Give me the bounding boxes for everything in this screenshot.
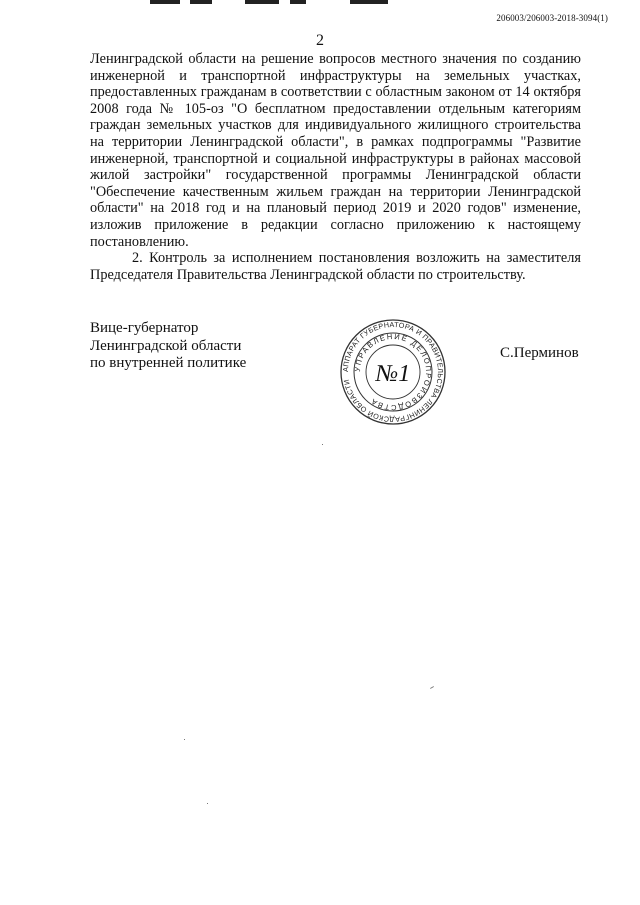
- signer-title-line: Ленинградской области: [90, 337, 242, 354]
- signer-name: С.Перминов: [500, 345, 579, 361]
- scan-speck: [322, 444, 323, 445]
- seal-inner-text: УПРАВЛЕНИЕ ДЕЛОПРОИЗВОДСТВА: [352, 331, 434, 413]
- scan-speck: [430, 686, 434, 689]
- scan-speck: [207, 803, 208, 804]
- page-number: 2: [316, 32, 324, 49]
- official-seal: [340, 317, 446, 427]
- scan-edge-marks: [150, 0, 400, 5]
- paragraph-1: Ленинградской области на решение вопросов местного значения по созданию инженерной и транспортной инфраструктуры на земельных участках, предоставленных гражданам в соответствии с областным законом от 14 октября 2008 года № 105-оз "О бесплатном предоставлении отдельным категориям граждан земельных участков для индивидуального жилищного строительства на территории Ленинградской области", в рамках подпрограммы "Развитие инженерной, транспортной и социальной инфраструктуры в районах массовой жилой застройки" государственной программы Ленинградской области "Обеспечение качественным жильем граждан на территории Ленинградской области" на 2018 год и на плановый период 2019 и 2020 годов" изменение, изложив приложение в редакции согласно приложению к настоящему постановлению.: [90, 51, 581, 250]
- seal-center-text: №1: [375, 361, 411, 387]
- scan-speck: [184, 739, 185, 740]
- document-id: 206003/206003-2018-3094(1): [496, 13, 608, 23]
- document-body: [90, 51, 581, 283]
- paragraph-2: 2. Контроль за исполнением постановления возложить на заместителя Председателя Правительства Ленинградской области по строительству.: [90, 250, 581, 283]
- signature-block: [90, 320, 246, 373]
- signer-title-line: по внутренней политике: [90, 355, 247, 371]
- signer-title-line: Вице-губернатор: [90, 320, 199, 336]
- seal-outer-text: АППАРАТ ГУБЕРНАТОРА И ПРАВИТЕЛЬСТВА ЛЕНИНГРАДСКОЙ ОБЛАСТИ: [340, 319, 446, 425]
